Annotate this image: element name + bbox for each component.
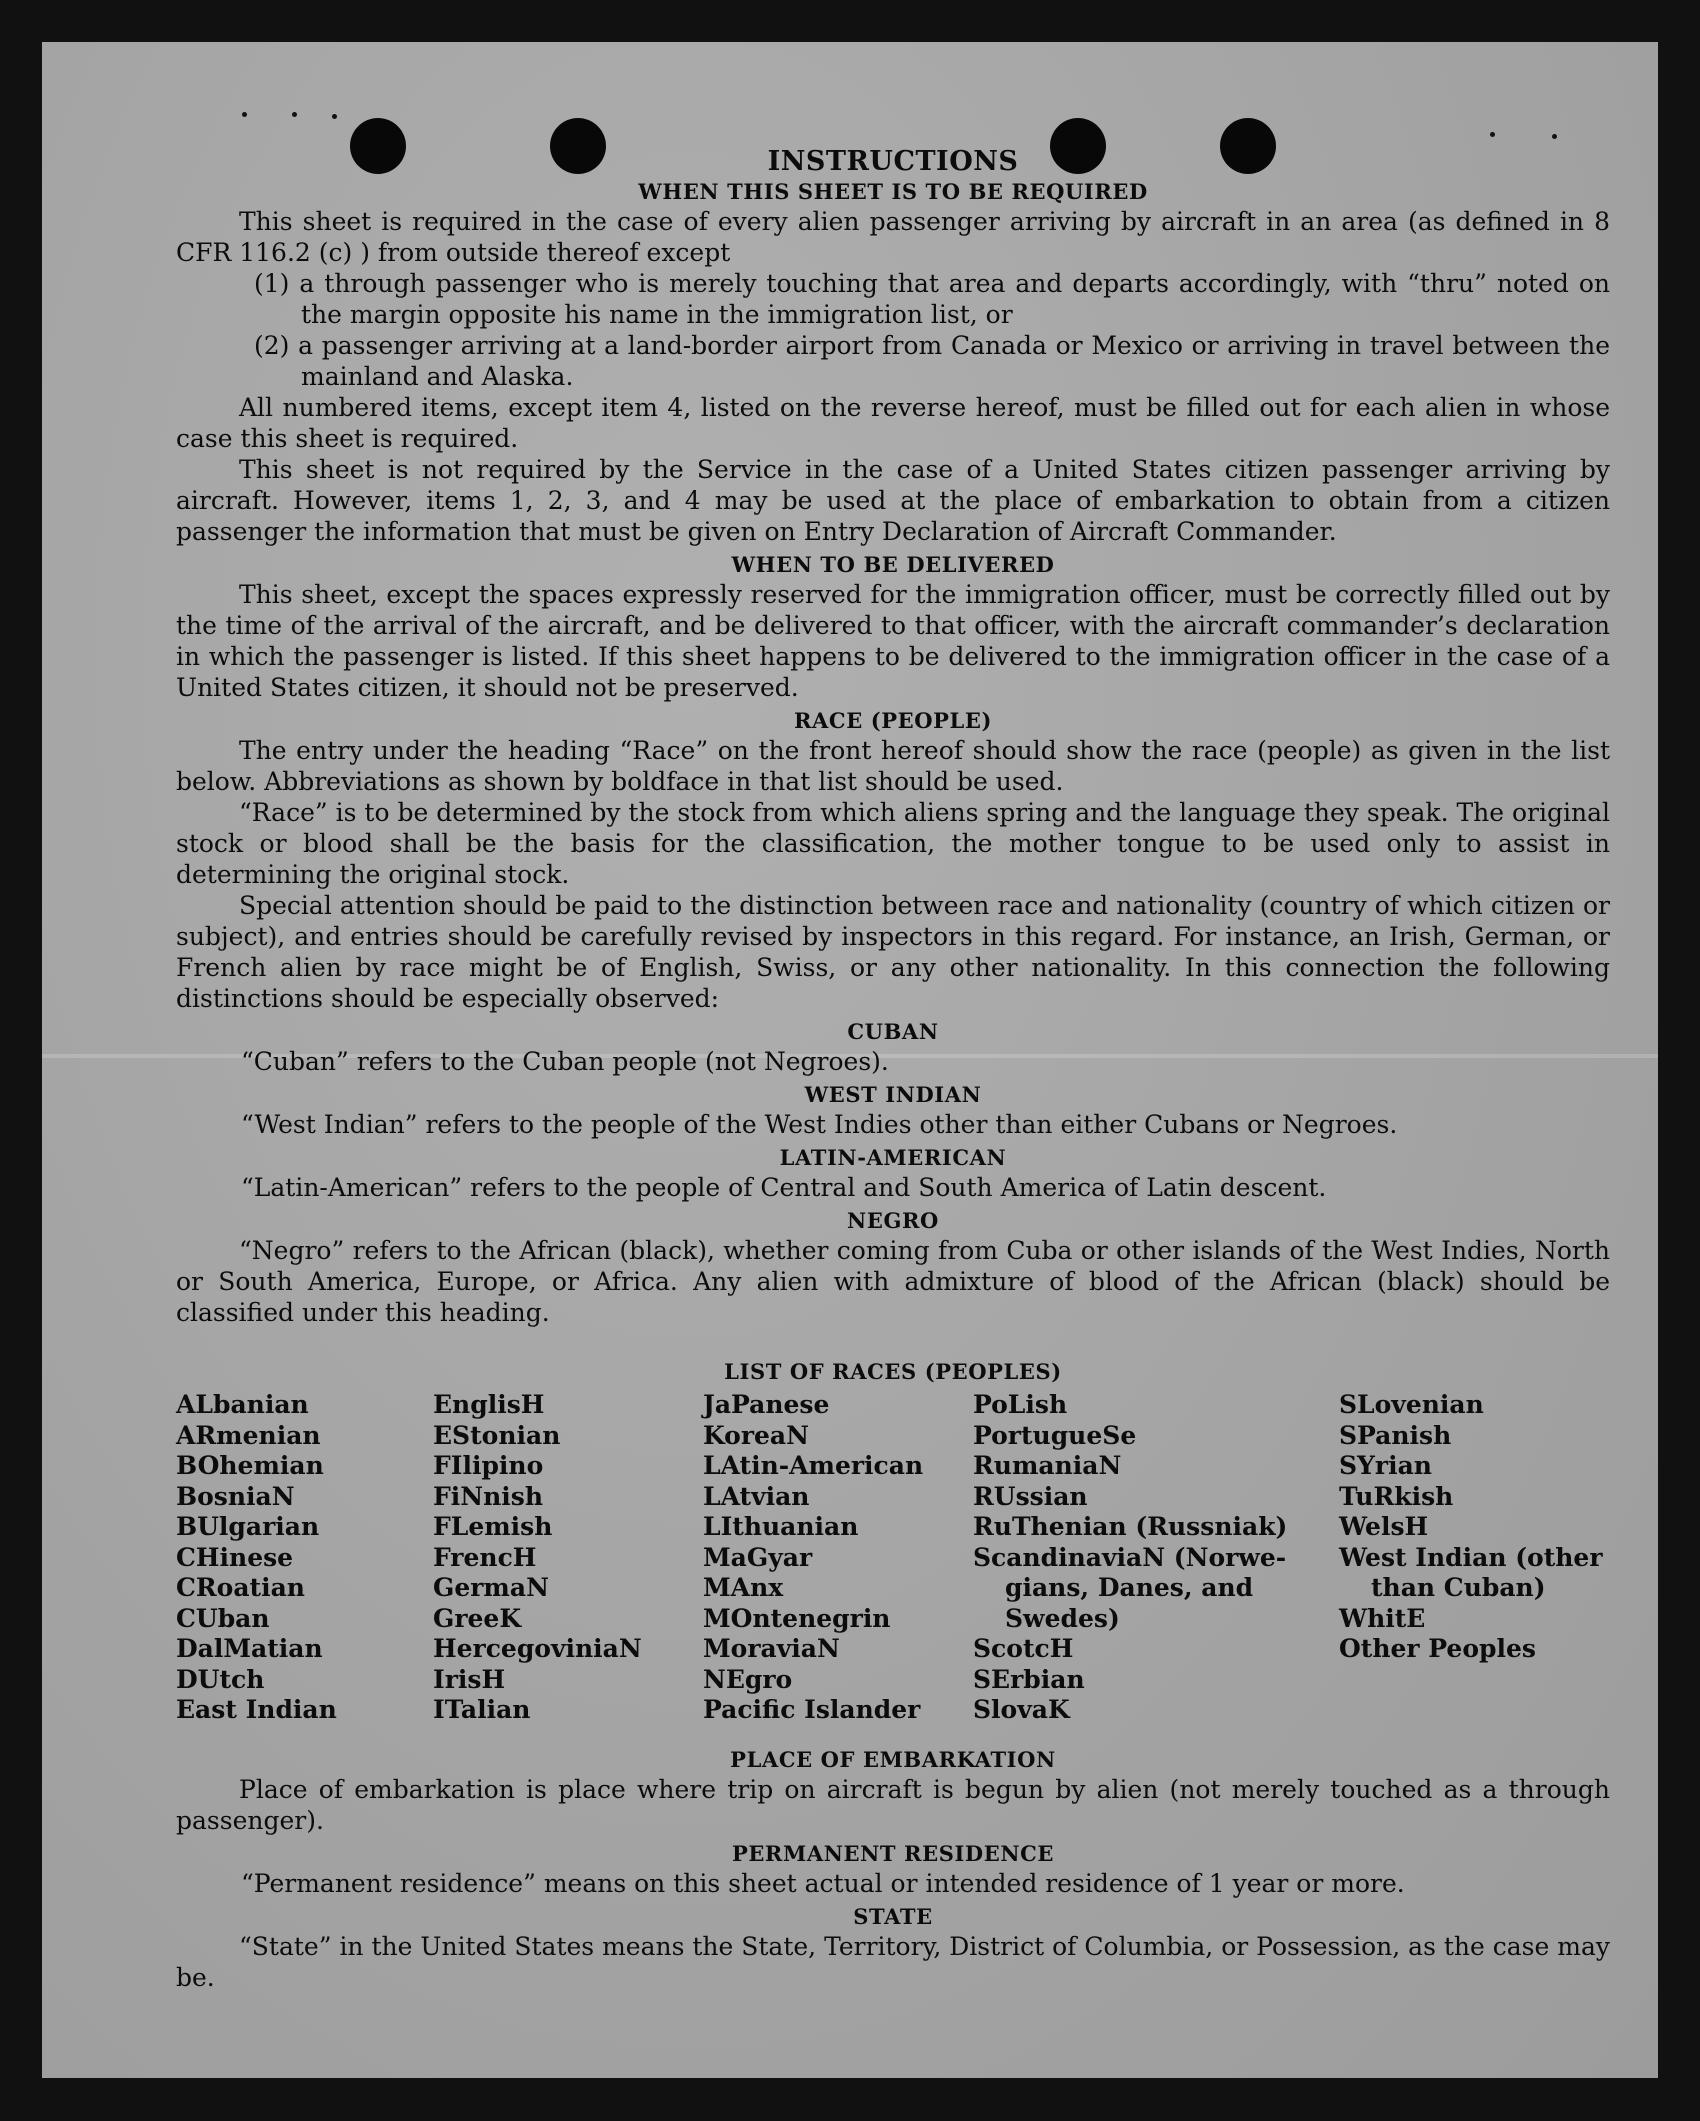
races-list <box>176 1390 1610 1742</box>
race-entry: PoLish <box>973 1390 1068 1419</box>
race-entry: Pacific Islander <box>703 1695 921 1724</box>
race-entry: LAtin-American <box>703 1451 924 1480</box>
list-item: (2) a passenger arriving at a land-border airport from Canada or Mexico or arriving in travel between the mainland and Alaska. <box>254 331 1610 391</box>
section-heading: RACE (PEOPLE) <box>793 708 993 733</box>
section-heading: WHEN THIS SHEET IS TO BE REQUIRED <box>638 179 1148 204</box>
paragraph: All numbered items, except item 4, listed on the reverse hereof, must be filled out for each alien in whose case this sheet is required. <box>176 393 1610 453</box>
paragraph: “Permanent residence” means on this sheet actual or intended residence of 1 year or more. <box>241 1869 1405 1898</box>
speck <box>242 112 247 117</box>
section-heading: WHEN TO BE DELIVERED <box>731 552 1055 577</box>
race-entry: FrencH <box>433 1542 537 1572</box>
race-entry: gians, Danes, and <box>1005 1573 1254 1602</box>
paragraph: This sheet is not required by the Service in the case of a United States citizen passenger arriving by aircraft. However, items 1, 2, 3, and 4 may be used at the place of embarkation to obtain from a citizen passenger the information that must be given on Entry Declaration of Aircraft Commander. <box>176 455 1610 546</box>
list-item: (1) a through passenger who is merely touching that area and departs accordingly, with “thru” noted on the margin opposite his name in the immigration list, or <box>254 269 1610 329</box>
race-entry: SPanish <box>1339 1420 1452 1450</box>
race-entry: Other Peoples <box>1339 1634 1536 1663</box>
race-entry: RUssian <box>973 1481 1088 1511</box>
document-sheet <box>42 42 1658 2078</box>
race-entry: ALbanian <box>176 1390 309 1419</box>
paragraph: Place of embarkation is place where trip on aircraft is begun by alien (not merely touched as a through passenger). <box>176 1775 1610 1835</box>
races-column <box>703 1390 923 1726</box>
race-entry: DalMatian <box>176 1634 323 1663</box>
race-entry: EStonian <box>433 1420 561 1450</box>
section-heading: CUBAN <box>847 1019 939 1044</box>
speck <box>1490 132 1495 137</box>
race-entry: SErbian <box>973 1664 1085 1694</box>
race-entry: CRoatian <box>176 1573 305 1602</box>
race-entry: Swedes) <box>1005 1603 1120 1633</box>
instructions-body <box>176 146 1610 1993</box>
race-entry: GermaN <box>433 1573 549 1602</box>
race-entry: FiNnish <box>433 1481 544 1511</box>
race-entry: East Indian <box>176 1695 337 1724</box>
paragraph: This sheet, except the spaces expressly reserved for the immigration officer, must be correctly filled out by the time of the arrival of the aircraft, and be delivered to that officer, with the aircraft commander’s declaration in which the passenger is listed. If this sheet happens to be delivered to the immigration officer in the case of a United States citizen, it should not be preserved. <box>176 580 1610 702</box>
race-entry: CUban <box>176 1603 270 1633</box>
race-entry: MaGyar <box>703 1542 813 1572</box>
races-column <box>1339 1390 1603 1665</box>
race-entry: WelsH <box>1339 1512 1429 1541</box>
paragraph: “Race” is to be determined by the stock from which aliens spring and the language they speak. The original stock or blood shall be the basis for the classification, the mother tongue to be used only to assist in determining the original stock. <box>176 798 1610 889</box>
paragraph: This sheet is required in the case of every alien passenger arriving by aircraft in an area (as defined in 8 CFR 116.2 (c) ) from outside thereof except <box>176 207 1610 267</box>
race-entry: MoraviaN <box>703 1634 840 1663</box>
paragraph: “West Indian” refers to the people of the West Indies other than either Cubans or Negroes. <box>241 1110 1398 1139</box>
paragraph: “State” in the United States means the State, Territory, District of Columbia, or Possession, as the case may be. <box>176 1932 1610 1992</box>
paragraph: “Cuban” refers to the Cuban people (not Negroes). <box>241 1047 889 1076</box>
race-entry: ARmenian <box>176 1420 321 1450</box>
speck <box>332 114 337 119</box>
race-entry: RumaniaN <box>973 1451 1122 1480</box>
race-entry: DUtch <box>176 1664 265 1694</box>
race-entry: HercegoviniaN <box>433 1634 642 1663</box>
section-heading: WEST INDIAN <box>804 1082 982 1107</box>
section-heading: PLACE OF EMBARKATION <box>730 1747 1056 1772</box>
race-entry: WhitE <box>1339 1603 1426 1633</box>
race-entry: GreeK <box>433 1603 522 1633</box>
section-heading: LIST OF RACES (PEOPLES) <box>724 1359 1062 1384</box>
section-heading: NEGRO <box>847 1208 939 1233</box>
races-column <box>176 1390 337 1726</box>
race-entry: SYrian <box>1339 1451 1432 1480</box>
race-entry: SlovaK <box>973 1695 1070 1724</box>
race-entry: BOhemian <box>176 1451 324 1480</box>
paragraph: “Latin-American” refers to the people of Central and South America of Latin descent. <box>241 1173 1327 1202</box>
race-entry: TuRkish <box>1339 1481 1454 1511</box>
race-entry: PortugueSe <box>973 1420 1137 1450</box>
race-entry: FLemish <box>433 1512 553 1541</box>
race-entry: RuThenian (Russniak) <box>973 1512 1288 1541</box>
race-entry: LIthuanian <box>703 1512 859 1541</box>
race-entry: than Cuban) <box>1371 1573 1546 1602</box>
paragraph: “Negro” refers to the African (black), whether coming from Cuba or other islands of the West Indies, North or South America, Europe, or Africa. Any alien with admixture of blood of the African (black) should be classified under this heading. <box>176 1236 1610 1327</box>
section-heading: PERMANENT RESIDENCE <box>731 1841 1055 1866</box>
race-entry: IrisH <box>433 1664 506 1694</box>
race-entry: BUlgarian <box>176 1512 320 1541</box>
race-entry: ScotcH <box>973 1634 1074 1663</box>
race-entry: SLovenian <box>1339 1390 1484 1419</box>
race-entry: KoreaN <box>703 1420 809 1450</box>
race-entry: NEgro <box>703 1664 793 1694</box>
race-entry: West Indian (other <box>1339 1542 1603 1572</box>
section-heading: STATE <box>853 1904 933 1929</box>
paragraph: Special attention should be paid to the distinction between race and nationality (country of which citizen or subject), and entries should be carefully revised by inspectors in this regard. For instance, an Irish, German, or French alien by race might be of English, Swiss, or any other nationality. In this connection the following distinctions should be especially observed: <box>176 891 1610 1013</box>
race-entry: ITalian <box>433 1695 531 1724</box>
race-entry: JaPanese <box>703 1390 830 1419</box>
race-entry: BosniaN <box>176 1481 295 1511</box>
speck <box>1552 134 1557 139</box>
page-title: INSTRUCTIONS <box>767 146 1019 177</box>
speck <box>292 112 297 117</box>
races-column <box>433 1390 642 1726</box>
race-entry: MOntenegrin <box>703 1603 891 1633</box>
race-entry: EnglisH <box>433 1390 545 1419</box>
race-entry: MAnx <box>703 1573 784 1602</box>
section-heading: LATIN-AMERICAN <box>779 1145 1007 1170</box>
race-entry: CHinese <box>176 1542 294 1572</box>
race-entry: LAtvian <box>703 1481 810 1511</box>
race-entry: ScandinaviaN (Norwe- <box>973 1542 1287 1572</box>
races-column <box>973 1390 1287 1726</box>
paragraph: The entry under the heading “Race” on the front hereof should show the race (people) as given in the list below. Abbreviations as shown by boldface in that list should be used. <box>176 736 1610 796</box>
race-entry: FIlipino <box>433 1451 544 1480</box>
